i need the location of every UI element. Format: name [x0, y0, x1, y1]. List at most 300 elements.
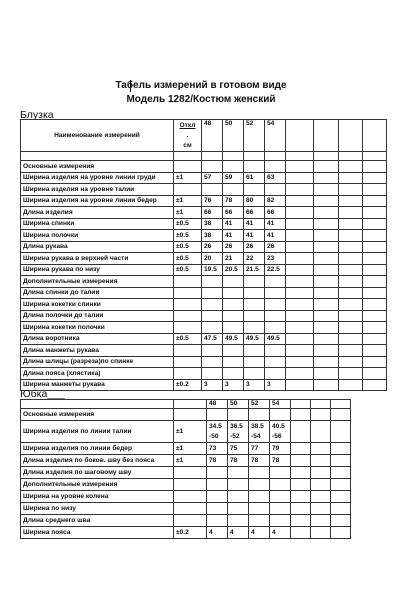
empty-cell: [331, 515, 351, 527]
size-value: 21: [223, 253, 244, 265]
size-value: 59: [223, 172, 244, 184]
size-value: [202, 184, 223, 196]
measurement-name: Длина полочки до талии: [21, 310, 174, 322]
measurement-name: Ширина изделия по линии бедер: [21, 443, 174, 455]
empty-cell: [291, 503, 311, 515]
empty-cell: [339, 310, 363, 322]
empty-cell: [331, 479, 351, 491]
empty-cell: [339, 379, 363, 391]
size-value: 76: [202, 195, 223, 207]
size-value: [223, 368, 244, 380]
tolerance-value: ±0.5: [174, 218, 202, 230]
empty-cell: [311, 443, 331, 455]
measurement-name: Длина шлицы (разреза)по спинке: [21, 356, 174, 368]
size-value: 78: [249, 455, 270, 467]
size-value: 41: [223, 230, 244, 242]
empty-cell: [311, 455, 331, 467]
measurement-name: Длина среднего шва: [21, 515, 174, 527]
empty-cell: [291, 527, 311, 539]
table-row: [21, 264, 387, 276]
size-value: [244, 276, 265, 288]
size-value: [228, 467, 249, 479]
empty-cell: [363, 161, 387, 173]
table-row: [21, 368, 387, 380]
size-value: 78: [223, 195, 244, 207]
empty-cell: [363, 195, 387, 207]
header-tolerance: Откл . см: [174, 120, 202, 152]
empty-cell: [311, 503, 331, 515]
size-value: 34.5 -50: [207, 421, 228, 443]
tolerance-value: [174, 276, 202, 288]
table-row: [21, 443, 351, 455]
header-size-48: 48: [207, 400, 228, 409]
size-value: [202, 161, 223, 173]
size-value: [202, 310, 223, 322]
empty-cell: [363, 287, 387, 299]
table-row: [21, 491, 351, 503]
empty-cell: [314, 207, 339, 219]
size-value: 49.5: [223, 333, 244, 345]
empty-cell: [314, 241, 339, 253]
measurement-name: Дополнительные измерения: [21, 479, 174, 491]
empty-cell: [311, 527, 331, 539]
empty-cell: [339, 345, 363, 357]
table-row: [21, 379, 387, 391]
size-value: 78: [207, 455, 228, 467]
table-row: [21, 218, 387, 230]
size-value: 22.5: [265, 264, 286, 276]
empty-cell: [331, 443, 351, 455]
empty-cell: [363, 241, 387, 253]
empty-cell: [291, 515, 311, 527]
size-value: 3: [202, 379, 223, 391]
empty-cell: [363, 356, 387, 368]
empty-cell: [314, 379, 339, 391]
size-value: 61: [244, 172, 265, 184]
size-value: [249, 467, 270, 479]
empty-cell: [291, 421, 311, 443]
table-row: [21, 503, 351, 515]
empty-cell: [363, 368, 387, 380]
empty-cell: [363, 299, 387, 311]
size-value: 21.5: [244, 264, 265, 276]
size-value: 4: [207, 527, 228, 539]
empty-cell: [311, 467, 331, 479]
table-header-row: [21, 409, 351, 421]
empty-cell: [286, 368, 314, 380]
empty-cell: [363, 120, 387, 152]
empty-cell: [339, 287, 363, 299]
tolerance-value: [174, 345, 202, 357]
size-value: 66: [202, 207, 223, 219]
empty-cell: [339, 161, 363, 173]
blouse-measurement-table: [20, 119, 387, 391]
size-value: [223, 161, 244, 173]
size-value: [228, 515, 249, 527]
measurement-name: Ширина кокетки спинки: [21, 299, 174, 311]
measurement-name: Ширина полочки: [21, 230, 174, 242]
measurement-name: Основные измерения: [21, 161, 174, 173]
size-value: 41: [223, 218, 244, 230]
measurement-name: Длина изделия по боков. шву без пояса: [21, 455, 174, 467]
empty-cell: [339, 120, 363, 152]
table-row: [21, 299, 387, 311]
table-row: [21, 161, 387, 173]
size-value: [249, 479, 270, 491]
measurement-name: Длина спинки до талии: [21, 287, 174, 299]
size-value: [223, 322, 244, 334]
empty-cell: [286, 276, 314, 288]
size-value: 66: [244, 207, 265, 219]
skirt-measurement-table: [20, 399, 351, 539]
empty-cell: [331, 455, 351, 467]
tolerance-value: ±0.5: [174, 230, 202, 242]
measurement-name: Ширина рукава по низу: [21, 264, 174, 276]
empty-cell: [314, 195, 339, 207]
header-size-52: 52: [244, 120, 265, 152]
empty-cell: [314, 161, 339, 173]
empty-cell: [291, 479, 311, 491]
measurement-name: Ширина на уровне колена: [21, 491, 174, 503]
empty-cell: [339, 276, 363, 288]
empty-cell: [363, 379, 387, 391]
header-size-52: 52: [249, 400, 270, 409]
empty-cell: [286, 241, 314, 253]
measurement-name: Длина воротника: [21, 333, 174, 345]
measurement-name: Ширина изделия на уровне линии груди: [21, 172, 174, 184]
size-value: [270, 479, 291, 491]
size-value: 82: [265, 195, 286, 207]
size-value: 41: [265, 230, 286, 242]
size-value: [228, 503, 249, 515]
empty-cell: [363, 345, 387, 357]
empty-cell: [291, 443, 311, 455]
empty-cell: [314, 264, 339, 276]
size-value: [244, 368, 265, 380]
tolerance-value: ±1: [174, 207, 202, 219]
size-value: 3: [223, 379, 244, 391]
tolerance-value: ±1: [174, 421, 207, 443]
tolerance-value: [174, 184, 202, 196]
empty-cell: [339, 333, 363, 345]
size-value: [249, 491, 270, 503]
empty-cell: [286, 184, 314, 196]
size-value: 78: [228, 455, 249, 467]
table-row: [21, 455, 351, 467]
table-row: [21, 527, 351, 539]
tolerance-value: ±0.2: [174, 527, 207, 539]
size-value: 57: [202, 172, 223, 184]
header-size-50: 50: [228, 400, 249, 409]
empty-cell: [339, 207, 363, 219]
size-value: [207, 479, 228, 491]
table-row: [21, 207, 387, 219]
empty-cell: [339, 322, 363, 334]
empty-cell: [331, 421, 351, 443]
size-value: 80: [244, 195, 265, 207]
empty-cell: [314, 310, 339, 322]
table-header-row: [21, 120, 387, 152]
empty-cell: [291, 455, 311, 467]
table-row: [21, 515, 351, 527]
empty-cell: [286, 120, 314, 152]
size-value: 78: [270, 455, 291, 467]
measurement-name: Ширина изделия на уровне линии бедер: [21, 195, 174, 207]
skirt-section-label: Юбка___: [20, 388, 65, 400]
size-value: [265, 368, 286, 380]
size-value: [228, 491, 249, 503]
empty-cell: [363, 253, 387, 265]
empty-cell: [339, 218, 363, 230]
tolerance-value: ±1: [174, 172, 202, 184]
empty-cell: [286, 310, 314, 322]
size-value: 41: [244, 230, 265, 242]
size-value: [265, 184, 286, 196]
size-value: 40.5 -56: [270, 421, 291, 443]
size-value: 19.5: [202, 264, 223, 276]
size-value: 22: [244, 253, 265, 265]
empty-cell: [339, 368, 363, 380]
tolerance-value: ±0.5: [174, 333, 202, 345]
empty-cell: [286, 356, 314, 368]
empty-cell: [291, 467, 311, 479]
table-row: [21, 152, 387, 161]
table-row: [21, 333, 387, 345]
empty-cell: [286, 322, 314, 334]
size-value: [202, 322, 223, 334]
size-value: [249, 503, 270, 515]
empty-cell: [314, 253, 339, 265]
size-value: [223, 356, 244, 368]
size-value: 4: [228, 527, 249, 539]
empty-cell: [314, 230, 339, 242]
document-title: Табель измерений в готовом виде: [115, 80, 287, 91]
size-value: 4: [249, 527, 270, 539]
empty-cell: [286, 333, 314, 345]
size-value: 38.5 -54: [249, 421, 270, 443]
empty-cell: [339, 195, 363, 207]
empty-cell: [311, 421, 331, 443]
tolerance-value: [174, 299, 202, 311]
size-value: [265, 161, 286, 173]
size-value: [244, 287, 265, 299]
size-value: [270, 515, 291, 527]
size-value: [244, 310, 265, 322]
size-value: 79: [270, 443, 291, 455]
size-value: 38: [202, 230, 223, 242]
tolerance-value: [174, 310, 202, 322]
empty-cell: [363, 172, 387, 184]
empty-cell: [331, 503, 351, 515]
measurement-name: Длина пояса (хлястика): [21, 368, 174, 380]
measurement-name: Ширина спинки: [21, 218, 174, 230]
header-name: Наименование измерений: [21, 120, 174, 152]
size-value: [244, 345, 265, 357]
size-value: 73: [207, 443, 228, 455]
size-value: [270, 503, 291, 515]
size-value: [265, 310, 286, 322]
size-value: 20: [202, 253, 223, 265]
size-value: [202, 276, 223, 288]
tolerance-value: [174, 356, 202, 368]
table-row: [21, 310, 387, 322]
measurement-name: Длина манжеты рукава: [21, 345, 174, 357]
empty-cell: [339, 253, 363, 265]
empty-cell: [339, 172, 363, 184]
empty-cell: [286, 299, 314, 311]
size-value: 4: [270, 527, 291, 539]
table-row: [21, 172, 387, 184]
empty-cell: [331, 527, 351, 539]
tolerance-value: [174, 479, 207, 491]
size-value: [207, 467, 228, 479]
blouse-section-label: Блузка: [20, 109, 54, 121]
table-row: [21, 479, 351, 491]
table-row: [21, 184, 387, 196]
size-value: [202, 356, 223, 368]
size-value: [207, 503, 228, 515]
empty-cell: [363, 333, 387, 345]
measurement-name: Ширина кокетки полочки: [21, 322, 174, 334]
table-row: [21, 322, 387, 334]
empty-cell: [363, 322, 387, 334]
size-value: [223, 345, 244, 357]
tolerance-value: [174, 322, 202, 334]
measurement-name: Дополнительные измерения: [21, 276, 174, 288]
empty-cell: [286, 264, 314, 276]
tolerance-value: ±1: [174, 195, 202, 207]
header-name: Основные измерения: [21, 409, 174, 421]
size-value: [244, 322, 265, 334]
empty-cell: [286, 207, 314, 219]
size-value: [202, 368, 223, 380]
table-row: [21, 195, 387, 207]
empty-cell: [314, 120, 339, 152]
tolerance-value: [174, 503, 207, 515]
size-value: [265, 299, 286, 311]
empty-cell: [286, 253, 314, 265]
empty-cell: [331, 491, 351, 503]
tolerance-value: [174, 161, 202, 173]
measurement-name: Ширина рукава в верхней части: [21, 253, 174, 265]
tolerance-value: [174, 287, 202, 299]
empty-cell: [314, 356, 339, 368]
measurement-name: Длина изделия по шаговому шву: [21, 467, 174, 479]
empty-cell: [339, 241, 363, 253]
size-value: 38: [202, 218, 223, 230]
header-size-54: 54: [270, 400, 291, 409]
size-value: [207, 491, 228, 503]
tolerance-value: [174, 467, 207, 479]
size-value: [223, 276, 244, 288]
size-value: [207, 515, 228, 527]
size-value: 41: [265, 218, 286, 230]
empty-cell: [314, 287, 339, 299]
size-value: 49.5: [244, 333, 265, 345]
measurement-name: Ширина изделия по линии талии: [21, 421, 174, 443]
size-value: [244, 161, 265, 173]
empty-cell: [363, 218, 387, 230]
size-value: [244, 184, 265, 196]
size-value: [244, 356, 265, 368]
empty-cell: [363, 276, 387, 288]
empty-cell: [363, 310, 387, 322]
header-size-48: 48: [202, 120, 223, 152]
tolerance-value: ±1: [174, 455, 207, 467]
size-value: [244, 299, 265, 311]
empty-cell: [286, 230, 314, 242]
tolerance-value: [174, 491, 207, 503]
tolerance-value: ±1: [174, 443, 207, 455]
size-value: 66: [265, 207, 286, 219]
empty-cell: [339, 230, 363, 242]
empty-cell: [286, 195, 314, 207]
size-value: 3: [244, 379, 265, 391]
table-row: [21, 253, 387, 265]
table-row: [21, 345, 387, 357]
size-value: 26: [223, 241, 244, 253]
empty-cell: [311, 491, 331, 503]
measurement-name: Ширина изделия на уровне талии: [21, 184, 174, 196]
measurement-name: Длина рукава: [21, 241, 174, 253]
measurement-name: Длина изделия: [21, 207, 174, 219]
empty-cell: [314, 172, 339, 184]
size-value: [202, 345, 223, 357]
empty-cell: [291, 491, 311, 503]
empty-cell: [286, 172, 314, 184]
empty-cell: [339, 356, 363, 368]
empty-cell: [286, 161, 314, 173]
table-row: [21, 400, 351, 409]
empty-cell: [363, 207, 387, 219]
size-value: 36.5 -52: [228, 421, 249, 443]
size-value: [265, 287, 286, 299]
size-value: [249, 515, 270, 527]
table-row: [21, 287, 387, 299]
empty-cell: [314, 276, 339, 288]
empty-cell: [339, 184, 363, 196]
size-value: 63: [265, 172, 286, 184]
tolerance-value: ±0.5: [174, 241, 202, 253]
empty-cell: [363, 264, 387, 276]
size-value: 3: [265, 379, 286, 391]
size-value: [265, 345, 286, 357]
empty-cell: [314, 218, 339, 230]
size-value: [270, 491, 291, 503]
size-value: [202, 299, 223, 311]
table-row: [21, 467, 351, 479]
table-row: [21, 241, 387, 253]
size-value: [202, 287, 223, 299]
empty-cell: [314, 345, 339, 357]
empty-cell: [363, 230, 387, 242]
empty-cell: [311, 479, 331, 491]
size-value: [223, 287, 244, 299]
table-row: [21, 421, 351, 443]
empty-cell: [339, 264, 363, 276]
size-value: [223, 184, 244, 196]
size-value: 66: [223, 207, 244, 219]
empty-cell: [314, 184, 339, 196]
empty-cell: [331, 467, 351, 479]
empty-cell: [314, 322, 339, 334]
size-value: 23: [265, 253, 286, 265]
header-size-54: 54: [265, 120, 286, 152]
size-value: 20.5: [223, 264, 244, 276]
empty-cell: [314, 299, 339, 311]
empty-cell: [311, 515, 331, 527]
tolerance-value: [174, 515, 207, 527]
